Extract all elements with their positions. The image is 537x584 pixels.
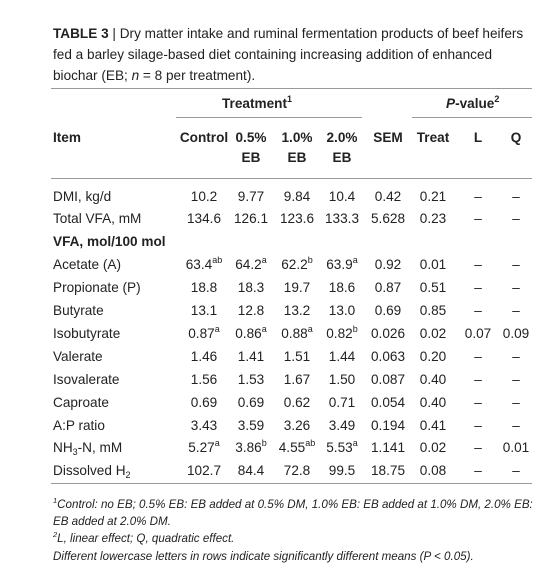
table-cell: 5.53$^a$ xyxy=(326,438,358,455)
row-label: DMI, kg/d xyxy=(53,189,112,204)
row-label: A:P ratio xyxy=(53,418,105,433)
table-top-rule xyxy=(51,88,532,89)
table-cell: 13.2 xyxy=(283,303,311,318)
table-cell: – xyxy=(512,372,520,387)
table-cell: 99.5 xyxy=(328,463,356,478)
table-cell: 0.02 xyxy=(419,440,447,455)
table-cell: 0.62 xyxy=(283,395,311,410)
table-cell: – xyxy=(512,303,520,318)
caption-separator: | xyxy=(108,26,120,41)
column-header: 2.0% xyxy=(326,130,358,145)
table-cell: – xyxy=(512,211,520,226)
table-cell: 0.054 xyxy=(370,395,406,410)
pvalue-header: P-value$^2$ xyxy=(446,94,500,111)
table-cell: 3.59 xyxy=(237,418,265,433)
table-cell: 0.20 xyxy=(419,349,447,364)
table-cell: 3.49 xyxy=(328,418,356,433)
table-cell: – xyxy=(474,463,482,478)
table-label: TABLE 3 xyxy=(53,26,109,41)
table-cell: 0.40 xyxy=(419,372,447,387)
table-cell: – xyxy=(512,349,520,364)
table-cell: 3.26 xyxy=(283,418,311,433)
column-header: 0.5% xyxy=(235,130,267,145)
footnote: Different lowercase letters in rows indicate significantly different means (P < 0.05). xyxy=(53,550,474,563)
table-cell: 0.08 xyxy=(419,463,447,478)
table-cell: 126.1 xyxy=(233,211,269,226)
table-cell: – xyxy=(512,280,520,295)
footnote: $^2$L, linear effect; Q, quadratic effect. xyxy=(53,530,235,545)
row-label: Caproate xyxy=(53,395,109,410)
table-cell: 84.4 xyxy=(237,463,265,478)
row-label: VFA, mol/100 mol xyxy=(53,234,166,249)
table-cell: – xyxy=(474,440,482,455)
table-cell: 13.1 xyxy=(190,303,218,318)
table-cell: 1.51 xyxy=(283,349,311,364)
table-cell: 62.2$^b$ xyxy=(281,255,313,272)
row-label: Valerate xyxy=(53,349,103,364)
table-cell: – xyxy=(474,349,482,364)
table-cell: 63.9$^a$ xyxy=(326,255,358,272)
table-cell: 133.3 xyxy=(324,211,360,226)
table-cell: 123.6 xyxy=(279,211,315,226)
table-cell: 10.4 xyxy=(328,189,356,204)
row-label: Dissolved $H_2$ xyxy=(53,463,131,480)
column-header: Q xyxy=(510,130,522,145)
table-cell: 0.07 xyxy=(464,326,492,341)
column-header-line2: EB xyxy=(241,150,261,165)
table-cell: – xyxy=(512,418,520,433)
table-cell: 0.92 xyxy=(374,257,402,272)
column-header-line2: EB xyxy=(287,150,307,165)
column-header: SEM xyxy=(373,130,403,145)
table-cell: 5.27$^a$ xyxy=(188,438,220,455)
table-cell: 18.8 xyxy=(190,280,218,295)
table-cell: 102.7 xyxy=(186,463,222,478)
row-label: Butyrate xyxy=(53,303,104,318)
table-cell: 9.77 xyxy=(237,189,265,204)
column-header: L xyxy=(473,130,483,145)
table-cell: 0.69 xyxy=(237,395,265,410)
table-cell: – xyxy=(474,395,482,410)
table-cell: – xyxy=(512,395,520,410)
table-cell: – xyxy=(474,257,482,272)
table-cell: 1.46 xyxy=(190,349,218,364)
table-header-rule xyxy=(51,178,532,179)
table-cell: – xyxy=(474,303,482,318)
table-cell: 0.69 xyxy=(374,303,402,318)
table-cell: 1.50 xyxy=(328,372,356,387)
column-header-line2: EB xyxy=(332,150,352,165)
table-cell: 0.09 xyxy=(502,326,530,341)
table-cell: 0.85 xyxy=(419,303,447,318)
table-cell: 18.6 xyxy=(328,280,356,295)
table-cell: 4.55$^{ab}$ xyxy=(278,438,316,455)
table-cell: 3.43 xyxy=(190,418,218,433)
table-cell: 10.2 xyxy=(190,189,218,204)
table-cell: – xyxy=(512,257,520,272)
table-cell: 1.67 xyxy=(283,372,311,387)
table-cell: 0.194 xyxy=(370,418,406,433)
pvalue-underline xyxy=(412,117,532,118)
table-cell: 0.063 xyxy=(370,349,406,364)
table-cell: 0.41 xyxy=(419,418,447,433)
table-cell: 0.40 xyxy=(419,395,447,410)
table-cell: 9.84 xyxy=(283,189,311,204)
table-cell: 1.44 xyxy=(328,349,356,364)
table-cell: – xyxy=(474,211,482,226)
table-cell: 0.42 xyxy=(374,189,402,204)
row-label: $NH_3-N$, mM xyxy=(53,440,123,457)
table-cell: – xyxy=(474,280,482,295)
table-cell: 18.75 xyxy=(370,463,406,478)
table-cell: 72.8 xyxy=(283,463,311,478)
caption-n-rest: = 8 per treatment). xyxy=(139,68,256,83)
row-label: Propionate (P) xyxy=(53,280,141,295)
table-cell: 1.41 xyxy=(237,349,265,364)
table-cell: 0.087 xyxy=(370,372,406,387)
footnote: $^1$Control: no EB; 0.5% EB: EB added at 0.5% DM, 1.0% EB: EB added at 1.0% DM, 2.0% EB: EB added at 2.0% DM. xyxy=(53,496,533,528)
table-cell: 0.88$^a$ xyxy=(281,324,313,341)
table-cell: 0.01 xyxy=(502,440,530,455)
table-cell: 0.69 xyxy=(190,395,218,410)
treatment-header: Treatment$^1$ xyxy=(222,94,292,111)
row-label: Total VFA, mM xyxy=(53,211,142,226)
table-cell: 1.53 xyxy=(237,372,265,387)
table-bottom-rule xyxy=(51,483,532,484)
caption-n: n xyxy=(131,68,140,83)
table-cell: 134.6 xyxy=(186,211,222,226)
column-header: Control xyxy=(179,130,229,145)
column-header: 1.0% xyxy=(281,130,313,145)
table-cell: 0.01 xyxy=(419,257,447,272)
table-cell: 0.23 xyxy=(419,211,447,226)
row-label: Isovalerate xyxy=(53,372,120,387)
table-cell: – xyxy=(512,463,520,478)
table-cell: 0.82$^b$ xyxy=(326,324,358,341)
table-cell: – xyxy=(474,372,482,387)
table-cell: 0.51 xyxy=(419,280,447,295)
table-cell: – xyxy=(474,189,482,204)
table-cell: 5.628 xyxy=(370,211,406,226)
table-cell: 0.86$^a$ xyxy=(235,324,267,341)
row-label: Acetate (A) xyxy=(53,257,121,272)
table-cell: 18.3 xyxy=(237,280,265,295)
table-cell: 3.86$^b$ xyxy=(235,438,267,455)
table-cell: 13.0 xyxy=(328,303,356,318)
item-header: Item xyxy=(53,130,81,145)
table-cell: 63.4$^{ab}$ xyxy=(185,255,223,272)
table-cell: 0.21 xyxy=(419,189,447,204)
table-cell: 1.56 xyxy=(190,372,218,387)
table-cell: 64.2$^a$ xyxy=(235,255,267,272)
caption-text: Dry matter intake and ruminal fermentation products of beef heifers fed a barley silage-based diet containing increasing addition of enhanced biochar (EB; xyxy=(53,26,524,83)
table-cell: 0.026 xyxy=(370,326,406,341)
row-label: Isobutyrate xyxy=(53,326,121,341)
table-cell: – xyxy=(474,418,482,433)
treatment-underline xyxy=(176,117,362,118)
table-cell: – xyxy=(512,189,520,204)
table-cell: 0.87 xyxy=(374,280,402,295)
table-cell: 0.87$^a$ xyxy=(188,324,220,341)
table-cell: 0.02 xyxy=(419,326,447,341)
table-cell: 1.141 xyxy=(370,440,406,455)
table-cell: 12.8 xyxy=(237,303,265,318)
column-header: Treat xyxy=(416,130,450,145)
table-cell: 19.7 xyxy=(283,280,311,295)
table-caption xyxy=(53,23,531,86)
table-cell: 0.71 xyxy=(328,395,356,410)
